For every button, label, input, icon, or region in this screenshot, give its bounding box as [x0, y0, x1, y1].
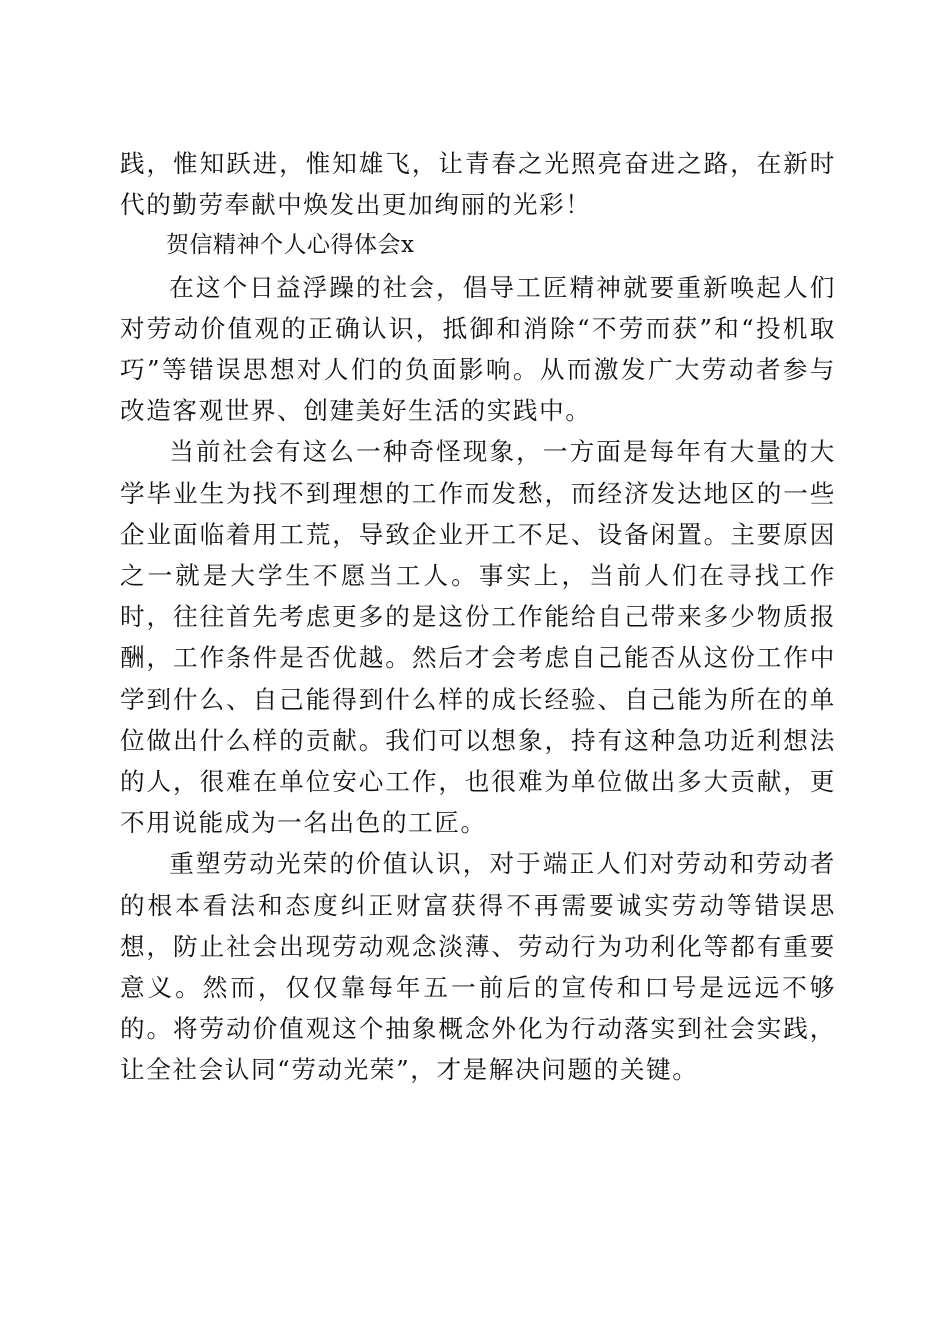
- paragraph: 当前社会有这么一种奇怪现象，一方面是每年有大量的大学毕业生为找不到理想的工作而发愁，而经济发达地区的一些企业面临着用工荒，导致企业开工不足、设备闲置。主要原因之一就是大学生不愿当工人。事实上，当前人们在寻找工作时，往往首先考虑更多的是这份工作能给自己带来多少物质报酬，工作条件是否优越。然后才会考虑自己能否从这份工作中学到什么、自己能得到什么样的成长经验、自己能为所在的单位做出什么样的贡献。我们可以想象，持有这种急功近利想法的人，很难在单位安心工作，也很难为单位做出多大贡献，更不用说能成为一名出色的工匠。: [120, 437, 836, 838]
- section-subtitle: 贺信精神个人心得体会x: [166, 232, 415, 259]
- paragraph: 重塑劳动光荣的价值认识，对于端正人们对劳动和劳动者的根本看法和态度纠正财富获得不再需要诚实劳动等错误思想，防止社会出现劳动观念淡薄、劳动行为功利化等都有重要意义。然而，仅仅靠每年五一前后的宣传和口号是远远不够的。将劳动价值观这个抽象概念外化为行动落实到社会实践，让全社会认同“劳动光荣”，才是解决问题的关键。: [120, 849, 836, 1085]
- document-body: [120, 143, 836, 1091]
- paragraph-continuation: 践，惟知跃进，惟知雄飞，让青春之光照亮奋进之路，在新时代的勤劳奉献中焕发出更加绚丽的光彩！: [120, 149, 836, 220]
- paragraph: 在这个日益浮躁的社会，倡导工匠精神就要重新唤起人们对劳动价值观的正确认识，抵御和消除“不劳而获”和“投机取巧”等错误思想对人们的负面影响。从而激发广大劳动者参与改造客观世界、创建美好生活的实践中。: [120, 272, 836, 426]
